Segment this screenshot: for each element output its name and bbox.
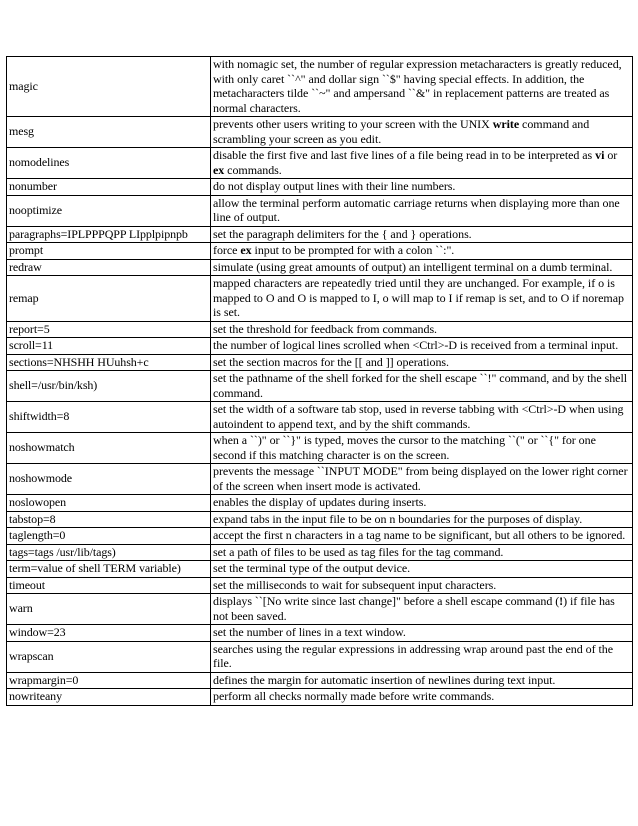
table-row — [7, 226, 633, 243]
table-row — [7, 561, 633, 578]
option-description-cell — [211, 226, 633, 243]
description-text: set the milliseconds to wait for subsequent input characters. — [213, 577, 497, 592]
table-row — [7, 321, 633, 338]
option-description-cell — [211, 433, 633, 464]
option-description-cell — [211, 641, 633, 672]
option-name-cell: shiftwidth=8 — [7, 402, 211, 433]
option-name-cell: noslowopen — [7, 495, 211, 512]
document-page — [6, 56, 632, 706]
option-name-cell: nonumber — [7, 179, 211, 196]
option-name-cell: sections=NHSHH HUuhsh+c — [7, 354, 211, 371]
option-description-cell — [211, 321, 633, 338]
description-text: accept the first n characters in a tag name to be significant, but all others to be ignored. — [213, 528, 626, 542]
option-name-cell: term=value of shell TERM variable) — [7, 561, 211, 578]
table-row — [7, 276, 633, 322]
option-name-cell: remap — [7, 276, 211, 322]
option-description-cell — [211, 511, 633, 528]
table-row — [7, 338, 633, 355]
option-name-cell: nooptimize — [7, 195, 211, 226]
option-name-cell: taglength=0 — [7, 528, 211, 545]
option-name-cell: wrapscan — [7, 641, 211, 672]
description-text: mapped characters are repeatedly tried until they are unchanged. For example, if o is mapped to O and O is mapped to I, o will map to I if remap is set, and to O if noremap is set. — [213, 276, 624, 319]
table-row — [7, 148, 633, 179]
option-description-cell — [211, 195, 633, 226]
option-description-cell — [211, 528, 633, 545]
table-row — [7, 544, 633, 561]
table-row — [7, 57, 633, 117]
description-text: set the section macros for the [[ and ]] operations. — [213, 354, 449, 369]
table-row — [7, 354, 633, 371]
description-text: set the terminal type of the output device. — [213, 561, 411, 575]
option-description-cell — [211, 117, 633, 148]
description-text: when a ``)" or ``}" is typed, moves the cursor to the matching ``(" or ``{" for one second if this matching character is on the screen. — [213, 433, 596, 462]
description-text: do not display output lines with their line numbers. — [213, 179, 456, 193]
bold-command-text: ex — [240, 243, 252, 257]
option-name-cell: magic — [7, 57, 211, 117]
option-name-cell: mesg — [7, 117, 211, 148]
description-text: ) if file has not been saved. — [213, 594, 615, 623]
option-name-cell: paragraphs=IPLPPPQPP LIpplpipnpb — [7, 226, 211, 243]
table-row — [7, 625, 633, 642]
table-row — [7, 464, 633, 495]
table-row — [7, 577, 633, 594]
description-text: commands. — [224, 162, 282, 177]
description-text: set the threshold for feedback from commands. — [213, 321, 438, 336]
description-text: force — [213, 243, 241, 257]
description-text: input to be prompted for with a colon ``:". — [251, 243, 455, 257]
option-description-cell — [211, 464, 633, 495]
description-text: with nomagic set, the number of regular expression metacharacters is greatly reduced, with only caret ``^" and dollar sign ``$" having special effects. In addition, the metacharacters tilde ``~" and ampersand ``&" in replacement patterns are treated as normal characters. — [213, 57, 622, 115]
table-row — [7, 402, 633, 433]
table-row — [7, 179, 633, 196]
option-description-cell — [211, 148, 633, 179]
description-text: enables the display of updates during inserts. — [213, 495, 427, 509]
option-name-cell: tabstop=8 — [7, 511, 211, 528]
table-row — [7, 195, 633, 226]
table-row — [7, 371, 633, 402]
option-description-cell — [211, 57, 633, 117]
bold-command-text: write — [492, 117, 520, 131]
option-description-cell — [211, 276, 633, 322]
options-table-body — [7, 57, 633, 706]
option-description-cell — [211, 371, 633, 402]
option-description-cell — [211, 338, 633, 355]
bold-command-text: ex — [213, 162, 225, 177]
table-row — [7, 511, 633, 528]
option-description-cell — [211, 354, 633, 371]
option-description-cell — [211, 689, 633, 706]
table-row — [7, 594, 633, 625]
option-description-cell — [211, 561, 633, 578]
table-row — [7, 672, 633, 689]
option-name-cell: window=23 — [7, 625, 211, 642]
table-row — [7, 433, 633, 464]
table-row — [7, 243, 633, 260]
option-name-cell: prompt — [7, 243, 211, 260]
option-description-cell — [211, 594, 633, 625]
option-description-cell — [211, 243, 633, 260]
bold-command-text: vi — [595, 148, 605, 162]
option-description-cell — [211, 179, 633, 196]
option-name-cell: warn — [7, 594, 211, 625]
description-text: command and scrambling your screen as you edit. — [213, 117, 590, 146]
option-description-cell — [211, 259, 633, 276]
description-text: prevents the message ``INPUT MODE" from being displayed on the lower right corner of the screen when insert mode is activated. — [213, 464, 628, 493]
option-description-cell — [211, 577, 633, 594]
table-row — [7, 259, 633, 276]
description-text: displays ``[No write since last change]" before a shell escape command ( — [213, 594, 560, 608]
description-text: defines the margin for automatic insertion of newlines during text input. — [213, 672, 556, 687]
option-name-cell: nomodelines — [7, 148, 211, 179]
description-text: set the number of lines in a text window. — [213, 625, 406, 639]
description-text: expand tabs in the input file to be on n boundaries for the purposes of display. — [213, 511, 583, 526]
option-name-cell: nowriteany — [7, 689, 211, 706]
description-text: simulate (using great amounts of output) an intelligent terminal on a dumb terminal. — [213, 259, 613, 274]
option-description-cell — [211, 625, 633, 642]
table-row — [7, 117, 633, 148]
option-name-cell: scroll=11 — [7, 338, 211, 355]
description-text: set the width of a software tab stop, used in reverse tabbing with <Ctrl>-D when using autoindent to append text, and by the shift commands. — [213, 402, 624, 431]
description-text: perform all checks normally made before write commands. — [213, 689, 495, 703]
table-row — [7, 528, 633, 545]
description-text: prevents other users writing to your screen with the UNIX — [213, 117, 493, 131]
option-name-cell: noshowmode — [7, 464, 211, 495]
option-name-cell: redraw — [7, 259, 211, 276]
option-name-cell: report=5 — [7, 321, 211, 338]
description-text: the number of logical lines scrolled when <Ctrl>-D is received from a terminal input. — [213, 338, 619, 352]
options-table — [6, 56, 633, 706]
description-text: searches using the regular expressions in addressing wrap around past the end of the file. — [213, 641, 614, 670]
description-text: allow the terminal perform automatic carriage returns when displaying more than one line of output. — [213, 195, 620, 224]
table-row — [7, 641, 633, 672]
option-name-cell: timeout — [7, 577, 211, 594]
bold-command-text: ! — [559, 594, 564, 608]
option-name-cell: wrapmargin=0 — [7, 672, 211, 689]
description-text: disable the first five and last five lines of a file being read in to be interpreted as — [213, 148, 596, 162]
option-name-cell: tags=tags /usr/lib/tags) — [7, 544, 211, 561]
description-text: or — [604, 148, 618, 162]
description-text: set the paragraph delimiters for the { and } operations. — [213, 226, 472, 241]
option-description-cell — [211, 402, 633, 433]
table-row — [7, 689, 633, 706]
option-description-cell — [211, 495, 633, 512]
option-name-cell: shell=/usr/bin/ksh) — [7, 371, 211, 402]
option-description-cell — [211, 672, 633, 689]
option-name-cell: noshowmatch — [7, 433, 211, 464]
description-text: set the pathname of the shell forked for the shell escape ``!" command, and by the shell command. — [213, 371, 628, 400]
description-text: set a path of files to be used as tag files for the tag command. — [213, 544, 504, 559]
table-row — [7, 495, 633, 512]
option-description-cell — [211, 544, 633, 561]
